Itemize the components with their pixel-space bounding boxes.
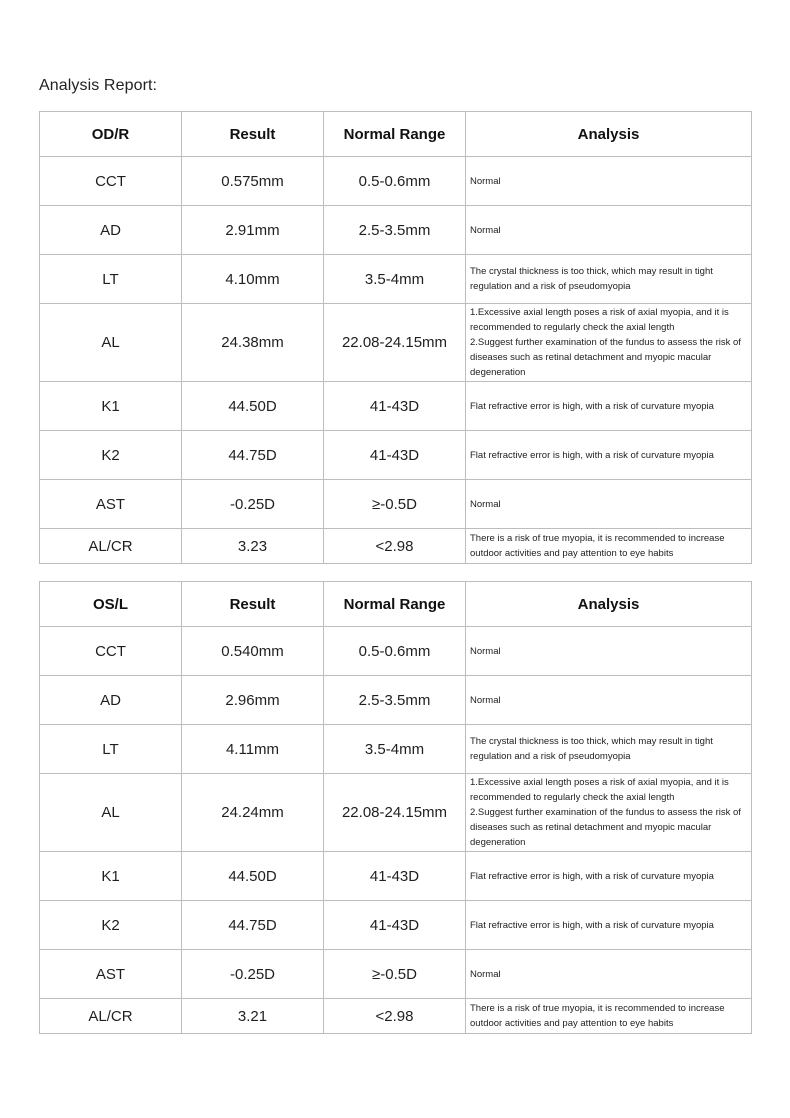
analysis-cell (466, 950, 752, 999)
analysis-cell (466, 529, 752, 564)
analysis-text: The crystal thickness is too thick, which may result in tight regulation and a risk of pseudomyopia (470, 736, 713, 762)
analysis-cell (466, 206, 752, 255)
header-analysis: Analysis (466, 112, 752, 157)
param-cell: LT (40, 725, 182, 774)
result-cell: 4.11mm (182, 725, 324, 774)
table-row-ast (40, 950, 752, 999)
result-cell: 44.50D (182, 382, 324, 431)
result-cell: 24.38mm (182, 304, 324, 382)
result-cell: 44.50D (182, 852, 324, 901)
analysis-text: Normal (470, 694, 501, 706)
range-cell: 0.5-0.6mm (324, 157, 466, 206)
range-cell: <2.98 (324, 529, 466, 564)
analysis-text: Normal (470, 645, 501, 657)
table-row-al (40, 774, 752, 852)
analysis-text: The crystal thickness is too thick, which may result in tight regulation and a risk of pseudomyopia (470, 266, 713, 292)
range-cell: 22.08-24.15mm (324, 304, 466, 382)
table-row-k2 (40, 431, 752, 480)
os-left-eye-table (39, 581, 752, 1034)
analysis-cell (466, 901, 752, 950)
od-right-eye-table (39, 111, 752, 564)
result-cell: 24.24mm (182, 774, 324, 852)
result-cell: -0.25D (182, 480, 324, 529)
table-row-lt (40, 725, 752, 774)
range-cell: 41-43D (324, 852, 466, 901)
param-cell: AST (40, 950, 182, 999)
analysis-cell (466, 676, 752, 725)
analysis-text: 1.Excessive axial length poses a risk of axial myopia, and it is recommended to regularly check the axial length (470, 777, 729, 803)
table-row-cct (40, 627, 752, 676)
analysis-cell (466, 627, 752, 676)
param-cell: CCT (40, 627, 182, 676)
range-cell: 41-43D (324, 901, 466, 950)
range-cell: 22.08-24.15mm (324, 774, 466, 852)
table-row-k2 (40, 901, 752, 950)
param-cell: AL/CR (40, 529, 182, 564)
table-row-al (40, 304, 752, 382)
analysis-text: Flat refractive error is high, with a risk of curvature myopia (470, 449, 714, 461)
analysis-text: There is a risk of true myopia, it is recommended to increase outdoor activities and pay attention to eye habits (470, 1003, 725, 1029)
analysis-text: There is a risk of true myopia, it is recommended to increase outdoor activities and pay attention to eye habits (470, 533, 725, 559)
table-row-lt (40, 255, 752, 304)
result-cell: 44.75D (182, 901, 324, 950)
range-cell: ≥-0.5D (324, 480, 466, 529)
param-cell: CCT (40, 157, 182, 206)
result-cell: 4.10mm (182, 255, 324, 304)
param-cell: LT (40, 255, 182, 304)
table-row-ad (40, 206, 752, 255)
range-cell: 41-43D (324, 431, 466, 480)
range-cell: 41-43D (324, 382, 466, 431)
header-normal-range: Normal Range (324, 582, 466, 627)
table-row-k1 (40, 382, 752, 431)
analysis-cell (466, 304, 752, 382)
range-cell: 2.5-3.5mm (324, 676, 466, 725)
result-cell: 3.21 (182, 999, 324, 1034)
analysis-text: Normal (470, 224, 501, 236)
range-cell: 3.5-4mm (324, 725, 466, 774)
result-cell: 2.96mm (182, 676, 324, 725)
result-cell: -0.25D (182, 950, 324, 999)
param-cell: K1 (40, 382, 182, 431)
range-cell: 0.5-0.6mm (324, 627, 466, 676)
range-cell: 3.5-4mm (324, 255, 466, 304)
table-row-k1 (40, 852, 752, 901)
result-cell: 44.75D (182, 431, 324, 480)
range-cell: 2.5-3.5mm (324, 206, 466, 255)
table-row-ad (40, 676, 752, 725)
param-cell: AL (40, 774, 182, 852)
result-cell: 2.91mm (182, 206, 324, 255)
table-header-row (40, 112, 752, 157)
result-cell: 3.23 (182, 529, 324, 564)
param-cell: AD (40, 206, 182, 255)
table-row-cct (40, 157, 752, 206)
analysis-cell (466, 774, 752, 852)
analysis-cell (466, 999, 752, 1034)
range-cell: <2.98 (324, 999, 466, 1034)
header-normal-range: Normal Range (324, 112, 466, 157)
table-row-ast (40, 480, 752, 529)
analysis-text: Normal (470, 175, 501, 187)
header-analysis: Analysis (466, 582, 752, 627)
analysis-text: 1.Excessive axial length poses a risk of axial myopia, and it is recommended to regularly check the axial length (470, 307, 729, 333)
analysis-text: 2.Suggest further examination of the fundus to assess the risk of diseases such as retinal detachment and myopic macular degeneration (470, 337, 741, 378)
analysis-cell (466, 431, 752, 480)
param-cell: K1 (40, 852, 182, 901)
analysis-cell (466, 382, 752, 431)
param-cell: AL (40, 304, 182, 382)
header-eye: OD/R (40, 112, 182, 157)
analysis-text: Flat refractive error is high, with a risk of curvature myopia (470, 919, 714, 931)
header-result: Result (182, 582, 324, 627)
analysis-cell (466, 480, 752, 529)
param-cell: K2 (40, 431, 182, 480)
analysis-cell (466, 852, 752, 901)
analysis-text: Normal (470, 968, 501, 980)
analysis-cell (466, 255, 752, 304)
analysis-text: Flat refractive error is high, with a risk of curvature myopia (470, 400, 714, 412)
analysis-cell (466, 157, 752, 206)
table-row-al-cr (40, 999, 752, 1034)
param-cell: K2 (40, 901, 182, 950)
param-cell: AST (40, 480, 182, 529)
analysis-text: Flat refractive error is high, with a risk of curvature myopia (470, 870, 714, 882)
table-row-al-cr (40, 529, 752, 564)
range-cell: ≥-0.5D (324, 950, 466, 999)
header-eye: OS/L (40, 582, 182, 627)
analysis-text: 2.Suggest further examination of the fundus to assess the risk of diseases such as retinal detachment and myopic macular degeneration (470, 807, 741, 848)
param-cell: AD (40, 676, 182, 725)
result-cell: 0.575mm (182, 157, 324, 206)
analysis-cell (466, 725, 752, 774)
analysis-text: Normal (470, 498, 501, 510)
param-cell: AL/CR (40, 999, 182, 1034)
header-result: Result (182, 112, 324, 157)
result-cell: 0.540mm (182, 627, 324, 676)
report-title: Analysis Report: (39, 77, 158, 94)
table-header-row (40, 582, 752, 627)
